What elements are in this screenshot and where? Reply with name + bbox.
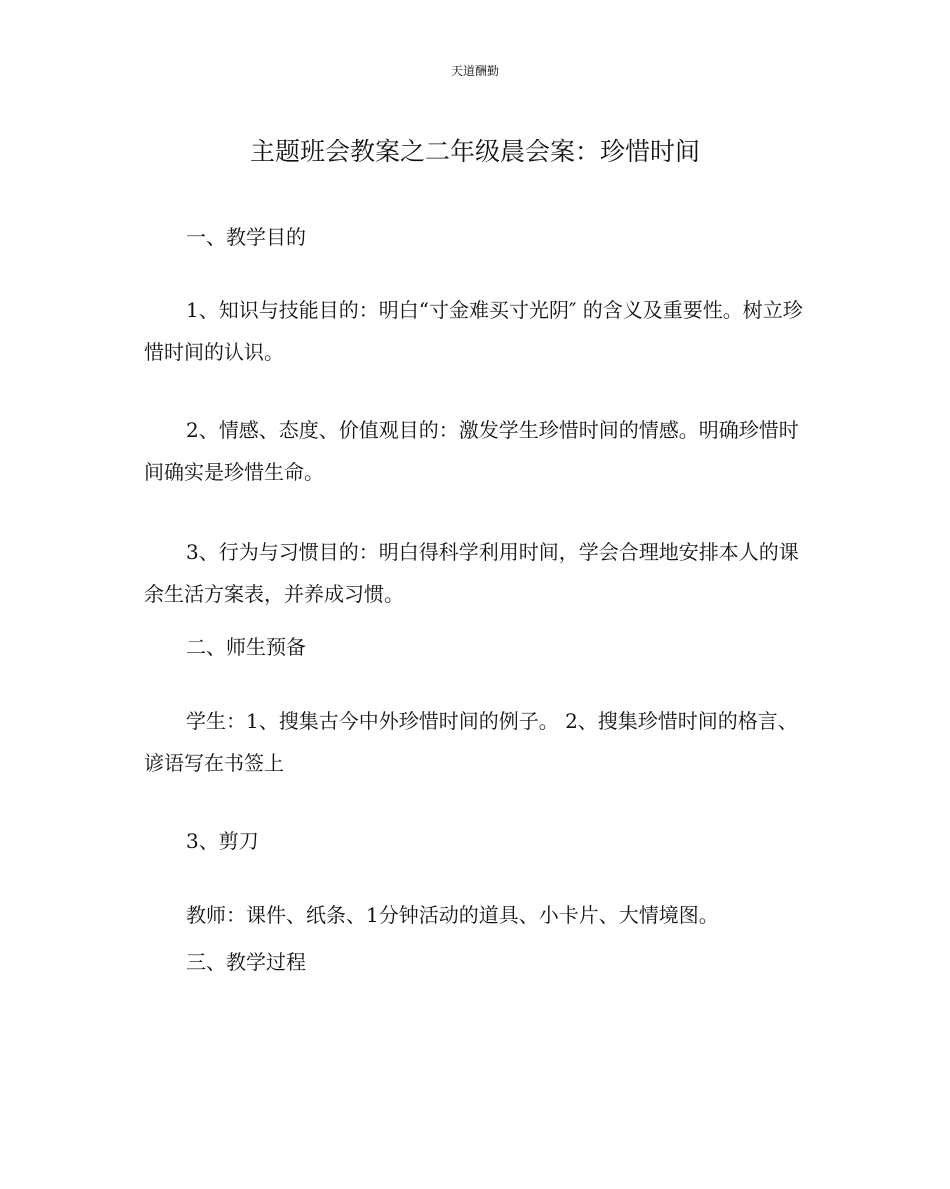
student-preparation: 学生：1、搜集古今中外珍惜时间的例子。 2、搜集珍惜时间的格言、谚语写在书签上 bbox=[144, 709, 798, 775]
section-heading-preparation: 二、师生预备 bbox=[186, 635, 306, 659]
objective-behavior-habit: 3、行为与习惯目的：明白得科学利用时间，学会合理地安排本人的课余生活方案表，并养成习惯。 bbox=[144, 540, 799, 606]
section-heading-objectives: 一、教学目的 bbox=[186, 225, 306, 249]
document-title: 主题班会教案之二年级晨会案：珍惜时间 bbox=[249, 137, 700, 166]
objective-emotion-attitude: 2、情感、态度、价值观目的：激发学生珍惜时间的情感。明确珍惜时间确实是珍惜生命。 bbox=[144, 418, 799, 484]
objective-knowledge-skills: 1、知识与技能目的：明白“寸金难买寸光阴″ 的含义及重要性。树立珍惜时间的认识。 bbox=[144, 298, 803, 364]
section-heading-process: 三、教学过程 bbox=[186, 950, 306, 974]
student-preparation-scissors: 3、剪刀 bbox=[186, 829, 259, 853]
page-header: 天道酬勤 bbox=[450, 64, 499, 78]
teacher-preparation: 教师：课件、纸条、1分钟活动的道具、小卡片、大情境图。 bbox=[186, 903, 719, 927]
